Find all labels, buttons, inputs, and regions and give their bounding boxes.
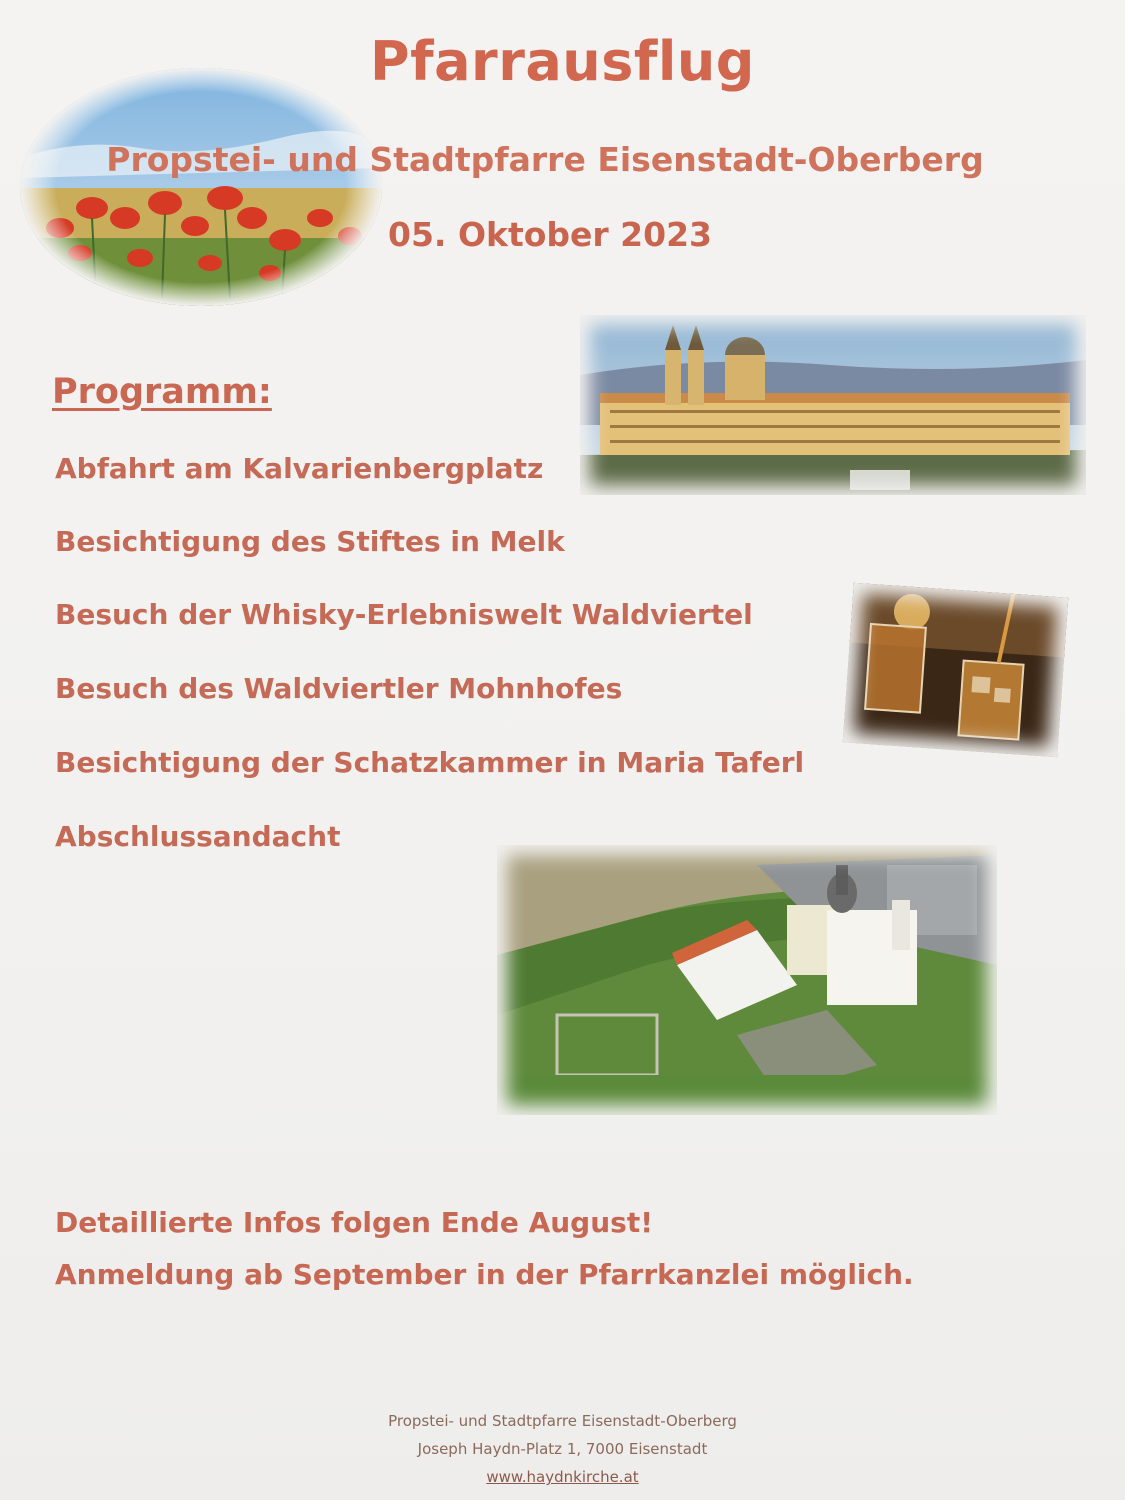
program-heading: Programm: [52, 372, 272, 412]
footer-link-row [0, 1468, 1125, 1486]
maria-taferl-aerial-image [497, 845, 997, 1115]
flyer-title: Pfarrausflug [370, 30, 755, 93]
whisky-glasses-image [843, 583, 1069, 758]
program-item: Besuch des Waldviertler Mohnhofes [55, 672, 623, 705]
event-date: 05. Oktober 2023 [388, 215, 713, 254]
program-item: Besichtigung des Stiftes in Melk [55, 525, 565, 558]
program-item: Abschlussandacht [55, 820, 341, 853]
info-detail-line: Detaillierte Infos folgen Ende August! [55, 1206, 653, 1239]
program-item: Abfahrt am Kalvarienbergplatz [55, 452, 544, 485]
website-link[interactable]: www.haydnkirche.at [486, 1468, 639, 1486]
poppy-field-image [20, 68, 382, 306]
flyer-subtitle: Propstei- und Stadtpfarre Eisenstadt-Oberberg [106, 140, 984, 179]
footer-parish-name: Propstei- und Stadtpfarre Eisenstadt-Oberberg [388, 1412, 737, 1430]
program-item: Besuch der Whisky-Erlebniswelt Waldviertel [55, 598, 753, 631]
info-registration-line: Anmeldung ab September in der Pfarrkanzlei möglich. [55, 1258, 914, 1291]
melk-abbey-image [580, 315, 1086, 495]
program-item: Besichtigung der Schatzkammer in Maria Taferl [55, 746, 805, 779]
footer-address: Joseph Haydn-Platz 1, 7000 Eisenstadt [417, 1440, 708, 1458]
